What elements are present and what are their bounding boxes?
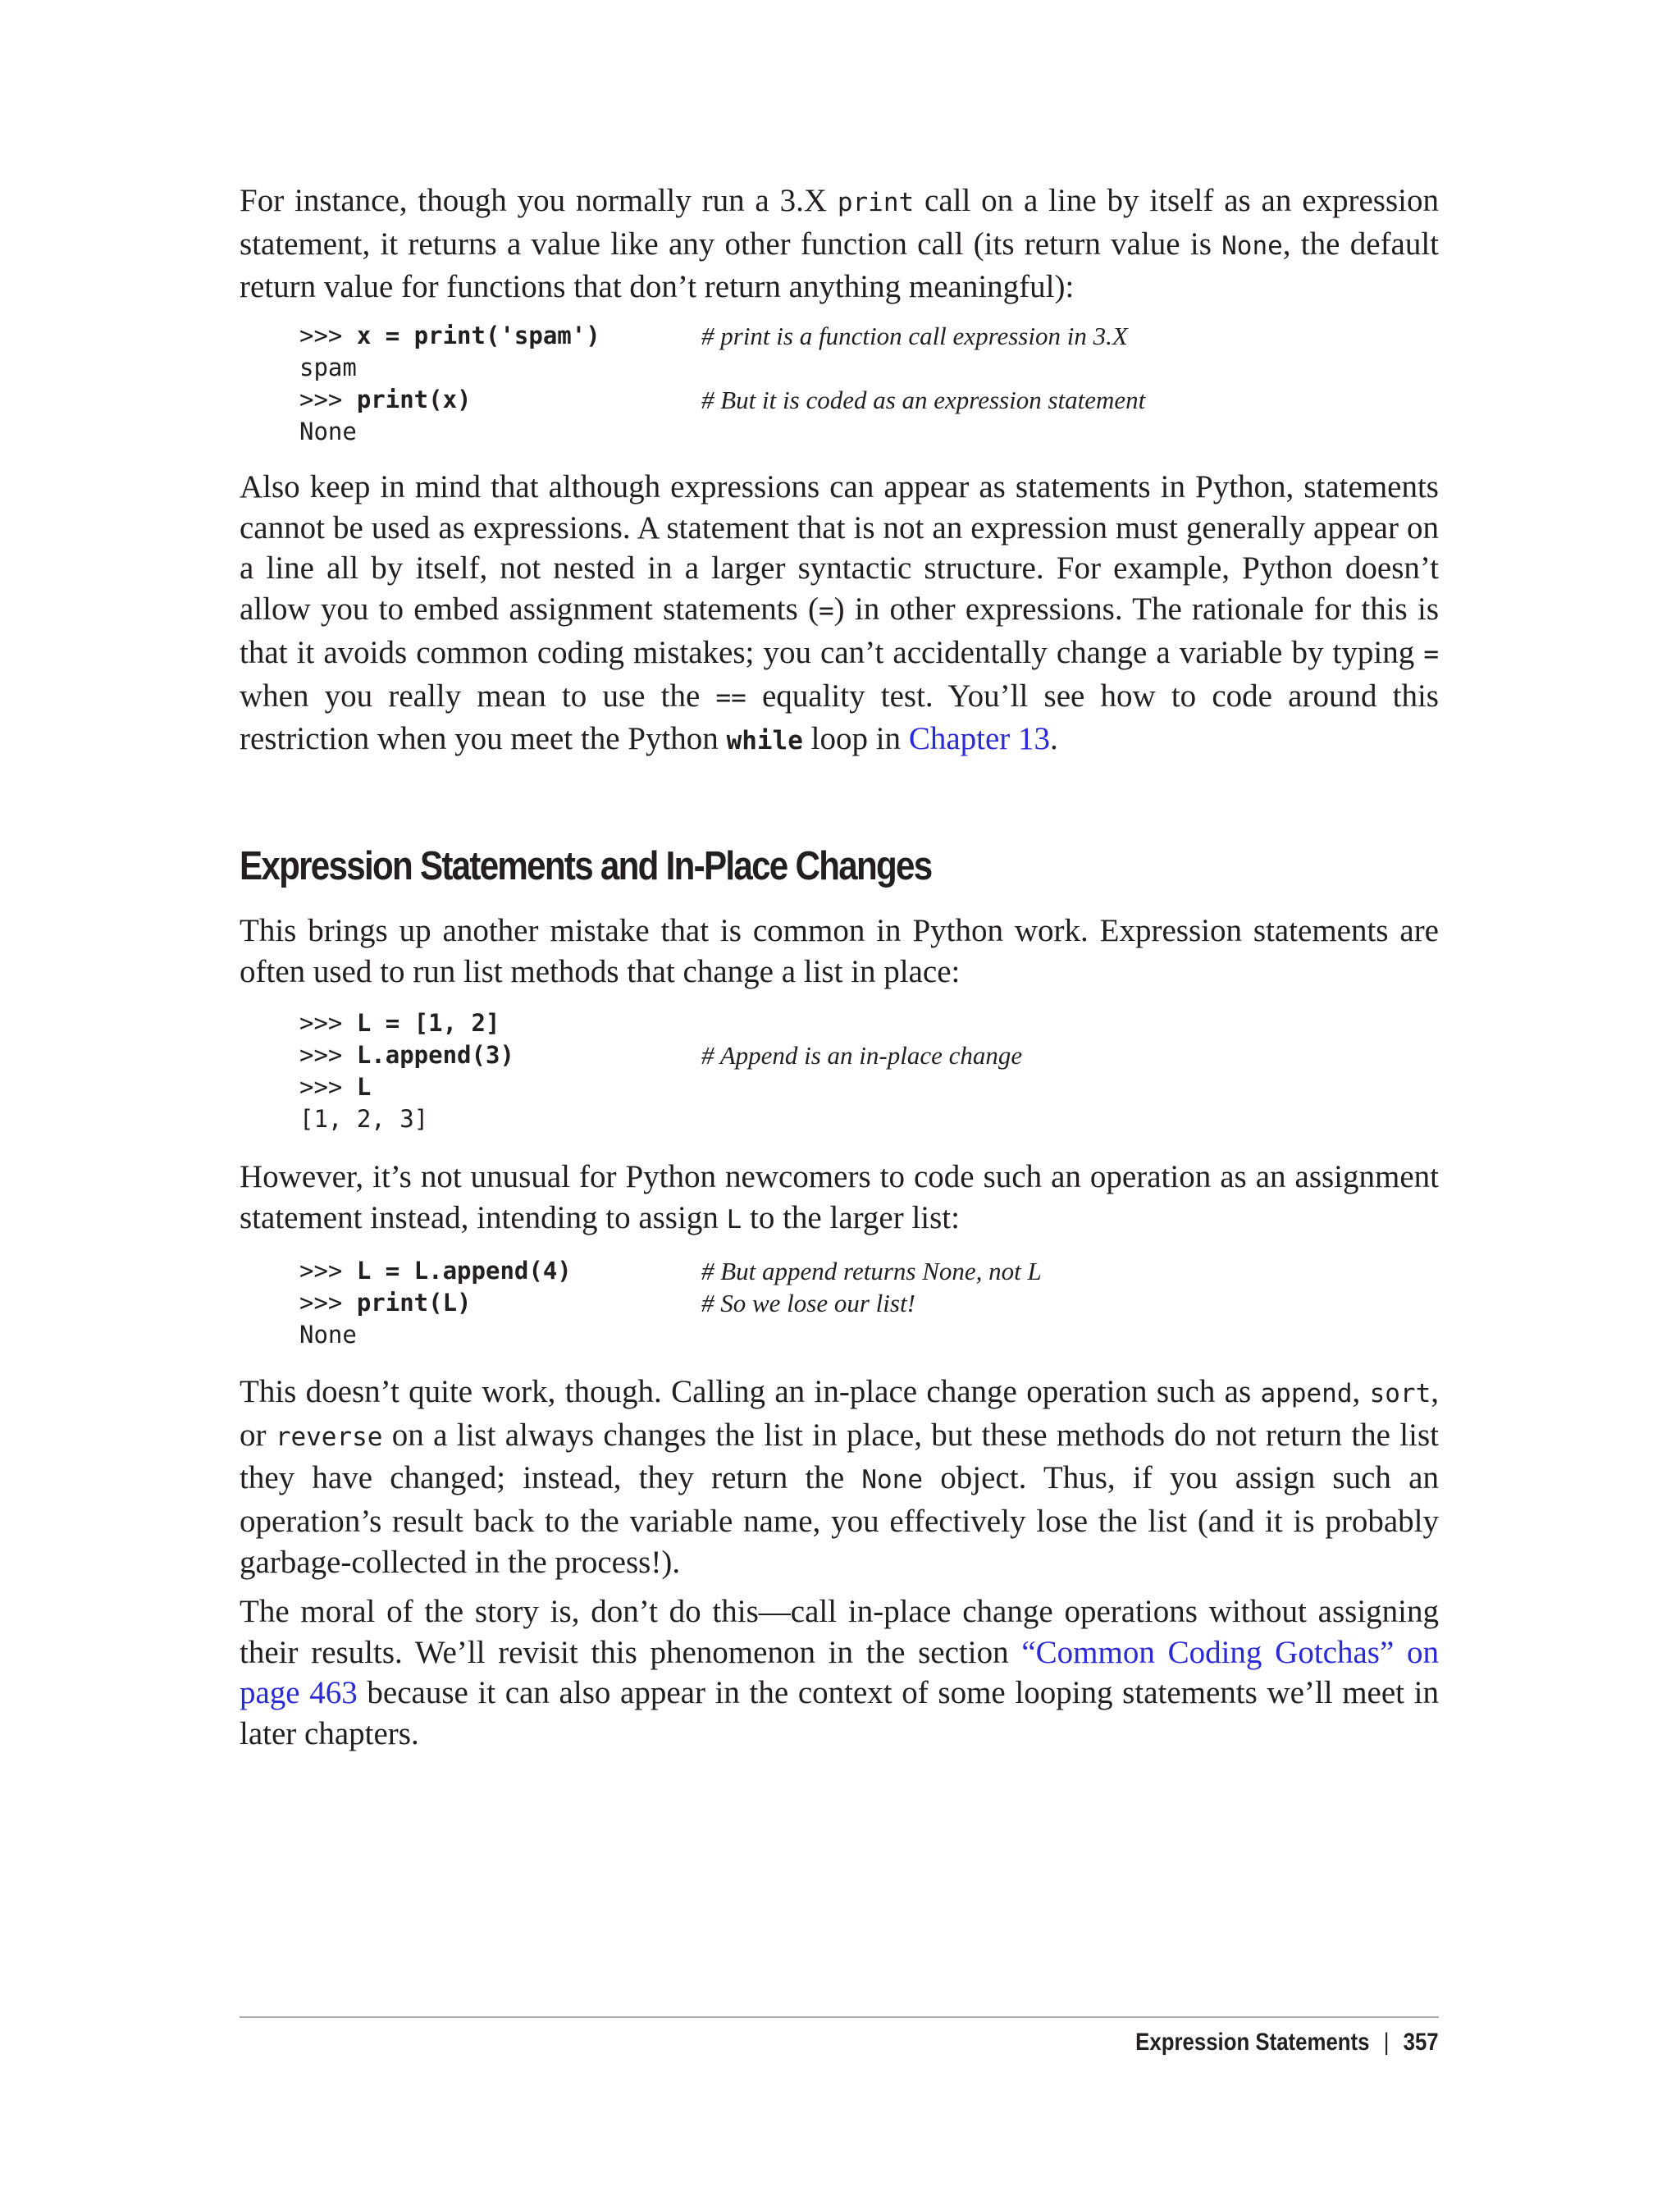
text: .	[1050, 721, 1058, 757]
page-footer	[1135, 2026, 1439, 2059]
inline-code: print	[837, 188, 915, 217]
code-line	[299, 1255, 1448, 1287]
section-heading: Expression Statements and In-Place Changes	[240, 844, 932, 888]
code-line	[299, 1103, 1448, 1135]
code-output: spam	[299, 354, 357, 381]
code-output: None	[299, 418, 357, 445]
page-number: 357	[1403, 2029, 1439, 2056]
code-command: x = print('spam')	[356, 322, 600, 349]
code-line	[299, 416, 1448, 448]
text: equality test. You’ll see how to code around this restriction when you meet the Python	[240, 678, 1439, 757]
prompt: >>>	[299, 386, 357, 413]
prompt: >>>	[299, 1289, 357, 1317]
text: loop in	[802, 721, 909, 757]
code-command: L = L.append(4)	[356, 1257, 572, 1285]
text: object. Thus, if you assign such an operation’s result back to the variable name, you effectively lose the list (and it is probably garbage-collected in the process!).	[240, 1460, 1439, 1580]
inline-code: L	[726, 1204, 742, 1235]
code-line	[299, 1039, 1448, 1071]
inline-code: =	[819, 596, 834, 627]
text: For instance, though you normally run a 3.X	[240, 183, 838, 218]
paragraph-list-methods: This brings up another mistake that is common in Python work. Expression statements are often used to run list methods that change a list in place:	[240, 913, 1439, 989]
inline-code: =	[1423, 639, 1439, 669]
prompt: >>>	[299, 1257, 357, 1285]
code-comment: # But it is coded as an expression statement	[701, 386, 1146, 414]
text: However, it’s not unusual for Python newcomers to code such an operation as an assignment statement instead, intending to assign	[240, 1159, 1439, 1235]
code-command: L = [1, 2]	[356, 1009, 500, 1037]
text: The moral of the story is, don’t do this—call in-place change operations without assigning their results. We’ll revisit this phenomenon in the section	[240, 1594, 1439, 1670]
code-output: None	[299, 1321, 357, 1349]
paragraph-print-return	[240, 180, 1439, 308]
paragraph-moral	[240, 1591, 1439, 1755]
inline-code: None	[1221, 231, 1283, 261]
code-comment: # print is a function call expression in 3.X	[701, 322, 1128, 350]
prompt: >>>	[299, 1073, 357, 1101]
code-block-append	[299, 1007, 1448, 1135]
text: This doesn’t quite work, though. Calling an in-place change operation such as	[240, 1374, 1261, 1409]
code-line	[299, 320, 1448, 352]
text: , or	[240, 1374, 1440, 1453]
footer-divider	[240, 2016, 1439, 2018]
paragraph-statements-not-expressions	[240, 467, 1439, 762]
prompt: >>>	[299, 1041, 357, 1069]
code-line	[299, 352, 1448, 384]
inline-code: sort	[1369, 1379, 1431, 1408]
text: , the default return value for functions that don’t return anything meaningful):	[240, 226, 1439, 305]
paragraph-newcomers	[240, 1157, 1439, 1240]
code-command: L	[356, 1073, 372, 1101]
text: on a list always changes the list in place, but these methods do not return the list they have changed; instead, they return the	[240, 1417, 1439, 1496]
text: to the larger list:	[742, 1199, 960, 1235]
code-block-assign-append	[299, 1255, 1448, 1351]
code-line	[299, 1319, 1448, 1351]
text: Also keep in mind that although expressions can appear as statements in Python, statements cannot be used as expressions. A statement that is not an expression must generally appear on a line all by itself, not nested in a larger syntactic structure. For example, Python doesn’t allow you to embed assignment statements (	[240, 469, 1439, 628]
code-line	[299, 1007, 1448, 1039]
text: ) in other expressions. The rationale for this is that it avoids common coding mistakes; you can’t accidentally change a variable by typing	[240, 591, 1439, 670]
code-block-print	[299, 320, 1448, 448]
text: ,	[1352, 1374, 1370, 1409]
code-command: print(L)	[356, 1289, 472, 1317]
footer-section-title: Expression Statements	[1135, 2029, 1370, 2056]
code-command: print(x)	[356, 386, 472, 413]
inline-code: ==	[715, 682, 746, 713]
inline-code: append	[1260, 1379, 1353, 1408]
prompt: >>>	[299, 1009, 357, 1037]
code-line	[299, 1071, 1448, 1103]
prompt: >>>	[299, 322, 357, 349]
text: when you really mean to use the	[240, 678, 716, 714]
inline-code: None	[861, 1465, 924, 1495]
text: call on a line by itself as an expression statement, it returns a value like any other function call (its return value is	[240, 183, 1439, 262]
code-comment: # But append returns None, not L	[701, 1257, 1042, 1285]
inline-code: while	[726, 726, 803, 756]
text: because it can also appear in the context of some looping statements we’ll meet in later chapters.	[240, 1675, 1439, 1752]
gotchas-link[interactable]: “Common Coding Gotchas” on page 463	[240, 1634, 1439, 1711]
code-comment: # So we lose our list!	[701, 1289, 915, 1317]
code-line	[299, 384, 1448, 416]
footer-separator: |	[1384, 2029, 1390, 2056]
chapter-link[interactable]: Chapter 13	[908, 721, 1051, 757]
code-command: L.append(3)	[356, 1041, 514, 1069]
inline-code: reverse	[275, 1422, 383, 1452]
code-comment: # Append is an in-place change	[701, 1041, 1023, 1070]
code-output: [1, 2, 3]	[299, 1105, 429, 1133]
code-line	[299, 1287, 1448, 1319]
paragraph-in-place-none	[240, 1372, 1439, 1583]
